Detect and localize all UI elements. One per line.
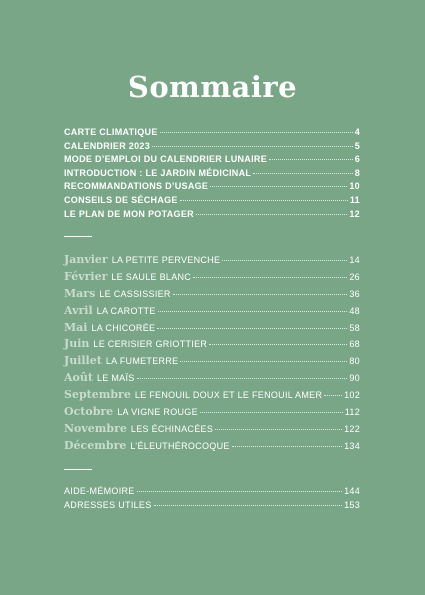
toc-entry-label: AIDE-MÉMOIRE — [64, 486, 135, 496]
toc-month-entry[interactable] — [64, 337, 360, 354]
toc-entry[interactable] — [64, 141, 360, 155]
page-title: Sommaire — [127, 70, 298, 104]
toc-entry[interactable] — [64, 181, 360, 195]
toc-entry-label: MODE D’EMPLOI DU CALENDRIER LUNAIRE — [64, 154, 268, 165]
month-name: Décembre — [64, 438, 127, 452]
toc-month-entry[interactable] — [64, 287, 360, 304]
dot-leader — [157, 328, 347, 329]
toc-entry-page: 153 — [344, 500, 360, 510]
toc-month-entry[interactable] — [64, 371, 360, 388]
toc-entry-label: LA FUMETERRE — [105, 356, 179, 367]
toc-entry-page: 144 — [344, 486, 360, 496]
month-name: Juin — [64, 337, 90, 351]
dot-leader — [160, 132, 353, 133]
toc-entry-page: 58 — [349, 322, 360, 333]
toc-month-entry[interactable] — [64, 304, 360, 321]
dot-leader — [180, 361, 347, 362]
toc-entry-page: 112 — [344, 407, 360, 418]
toc-month-entry[interactable] — [64, 405, 360, 422]
dot-leader — [137, 491, 342, 492]
month-name: Mars — [64, 286, 96, 300]
toc-section-intro — [64, 127, 360, 222]
toc-month-entry[interactable] — [64, 439, 360, 456]
toc-entry-label: RECOMMANDATIONS D’USAGE — [64, 181, 209, 192]
toc-entry-page: 80 — [349, 356, 360, 367]
toc-section-appendix — [64, 486, 360, 514]
month-name: Avril — [64, 303, 93, 317]
dot-leader — [158, 311, 348, 312]
month-name: Septembre — [64, 388, 131, 402]
toc-entry-label: LE PLAN DE MON POTAGER — [64, 208, 194, 219]
toc-entry-page: 10 — [349, 181, 360, 192]
month-name: Janvier — [64, 253, 108, 266]
dot-leader — [209, 344, 347, 345]
toc-entry[interactable] — [64, 195, 360, 209]
month-name: Novembre — [64, 421, 127, 435]
dot-leader — [232, 446, 342, 447]
toc-entry-page: 134 — [344, 440, 360, 451]
toc-entry-page: 8 — [354, 167, 360, 178]
toc-month-entry[interactable] — [64, 388, 360, 405]
toc-entry-page: 68 — [349, 339, 360, 350]
toc-entry-label: LA VIGNE ROUGE — [117, 407, 198, 418]
dot-leader — [200, 412, 343, 413]
dot-leader — [173, 294, 348, 295]
toc-entry[interactable] — [64, 168, 360, 182]
toc-month-entry[interactable] — [64, 253, 360, 270]
month-name: Février — [64, 269, 108, 283]
toc-entry-label: LE FENOUIL DOUX ET LE FENOUIL AMER — [134, 390, 323, 401]
toc-entry-label: CONSEILS DE SÉCHAGE — [64, 194, 178, 205]
toc-entry-page: 14 — [349, 255, 360, 265]
toc-entry-page: 26 — [349, 271, 360, 282]
toc-entry-page: 12 — [349, 208, 360, 219]
section-divider — [64, 236, 92, 237]
toc-entry-label: CALENDRIER 2023 — [64, 140, 151, 151]
toc-entry-label: LE MAÏS — [96, 373, 135, 384]
toc-entry-page: 90 — [349, 373, 360, 384]
toc-entry-label: CARTE CLIMATIQUE — [64, 127, 158, 137]
toc-entry[interactable] — [64, 486, 360, 500]
toc-month-entry[interactable] — [64, 422, 360, 439]
toc-entry[interactable] — [64, 154, 360, 168]
toc-entry-page: 48 — [349, 305, 360, 316]
month-name: Mai — [64, 320, 88, 334]
toc-month-entry[interactable] — [64, 321, 360, 338]
toc-month-entry[interactable] — [64, 270, 360, 287]
toc-month-entry[interactable] — [64, 354, 360, 371]
month-name: Juillet — [64, 354, 102, 368]
dot-leader — [215, 429, 342, 430]
toc-entry-page: 6 — [354, 154, 360, 165]
toc-entry-label: LA CHICORÉE — [91, 322, 156, 333]
toc-entry-page: 5 — [354, 140, 360, 151]
toc-entry-page: 4 — [354, 127, 360, 137]
toc-entry[interactable] — [64, 127, 360, 141]
toc-entry-label: LA CAROTTE — [96, 305, 156, 316]
dot-leader — [137, 378, 348, 379]
toc-entry-label: LES ÉCHINACÉES — [130, 423, 214, 434]
dot-leader — [253, 173, 352, 174]
toc-entry-label: ADRESSES UTILES — [64, 500, 152, 510]
month-name: Octobre — [64, 405, 114, 419]
dot-leader — [154, 505, 343, 506]
dot-leader — [324, 395, 342, 396]
dot-leader — [180, 200, 348, 201]
toc-entry-page: 36 — [349, 288, 360, 299]
toc-entry[interactable] — [64, 209, 360, 223]
toc-entry-label: LA PETITE PERVENCHE — [111, 255, 221, 265]
dot-leader — [152, 146, 353, 147]
section-divider — [64, 469, 92, 470]
dot-leader — [196, 214, 347, 215]
dot-leader — [193, 277, 347, 278]
toc-entry[interactable] — [64, 500, 360, 514]
dot-leader — [222, 260, 347, 261]
toc-entry-label: L’ÉLEUTHÉROCOQUE — [130, 440, 230, 451]
toc-entry-page: 11 — [349, 194, 360, 205]
toc-entry-label: INTRODUCTION : LE JARDIN MÉDICINAL — [64, 167, 252, 178]
toc-entry-label: LE CERISIER GRIOTTIER — [93, 339, 208, 350]
toc-section-months — [64, 253, 360, 456]
dot-leader — [269, 159, 353, 160]
toc-entry-label: LE CASSISSIER — [99, 288, 171, 299]
dot-leader — [210, 186, 347, 187]
toc-entry-page: 122 — [344, 423, 360, 434]
toc-entry-page: 102 — [344, 390, 360, 401]
month-name: Août — [64, 371, 93, 385]
toc-entry-label: LE SAULE BLANC — [111, 271, 192, 282]
